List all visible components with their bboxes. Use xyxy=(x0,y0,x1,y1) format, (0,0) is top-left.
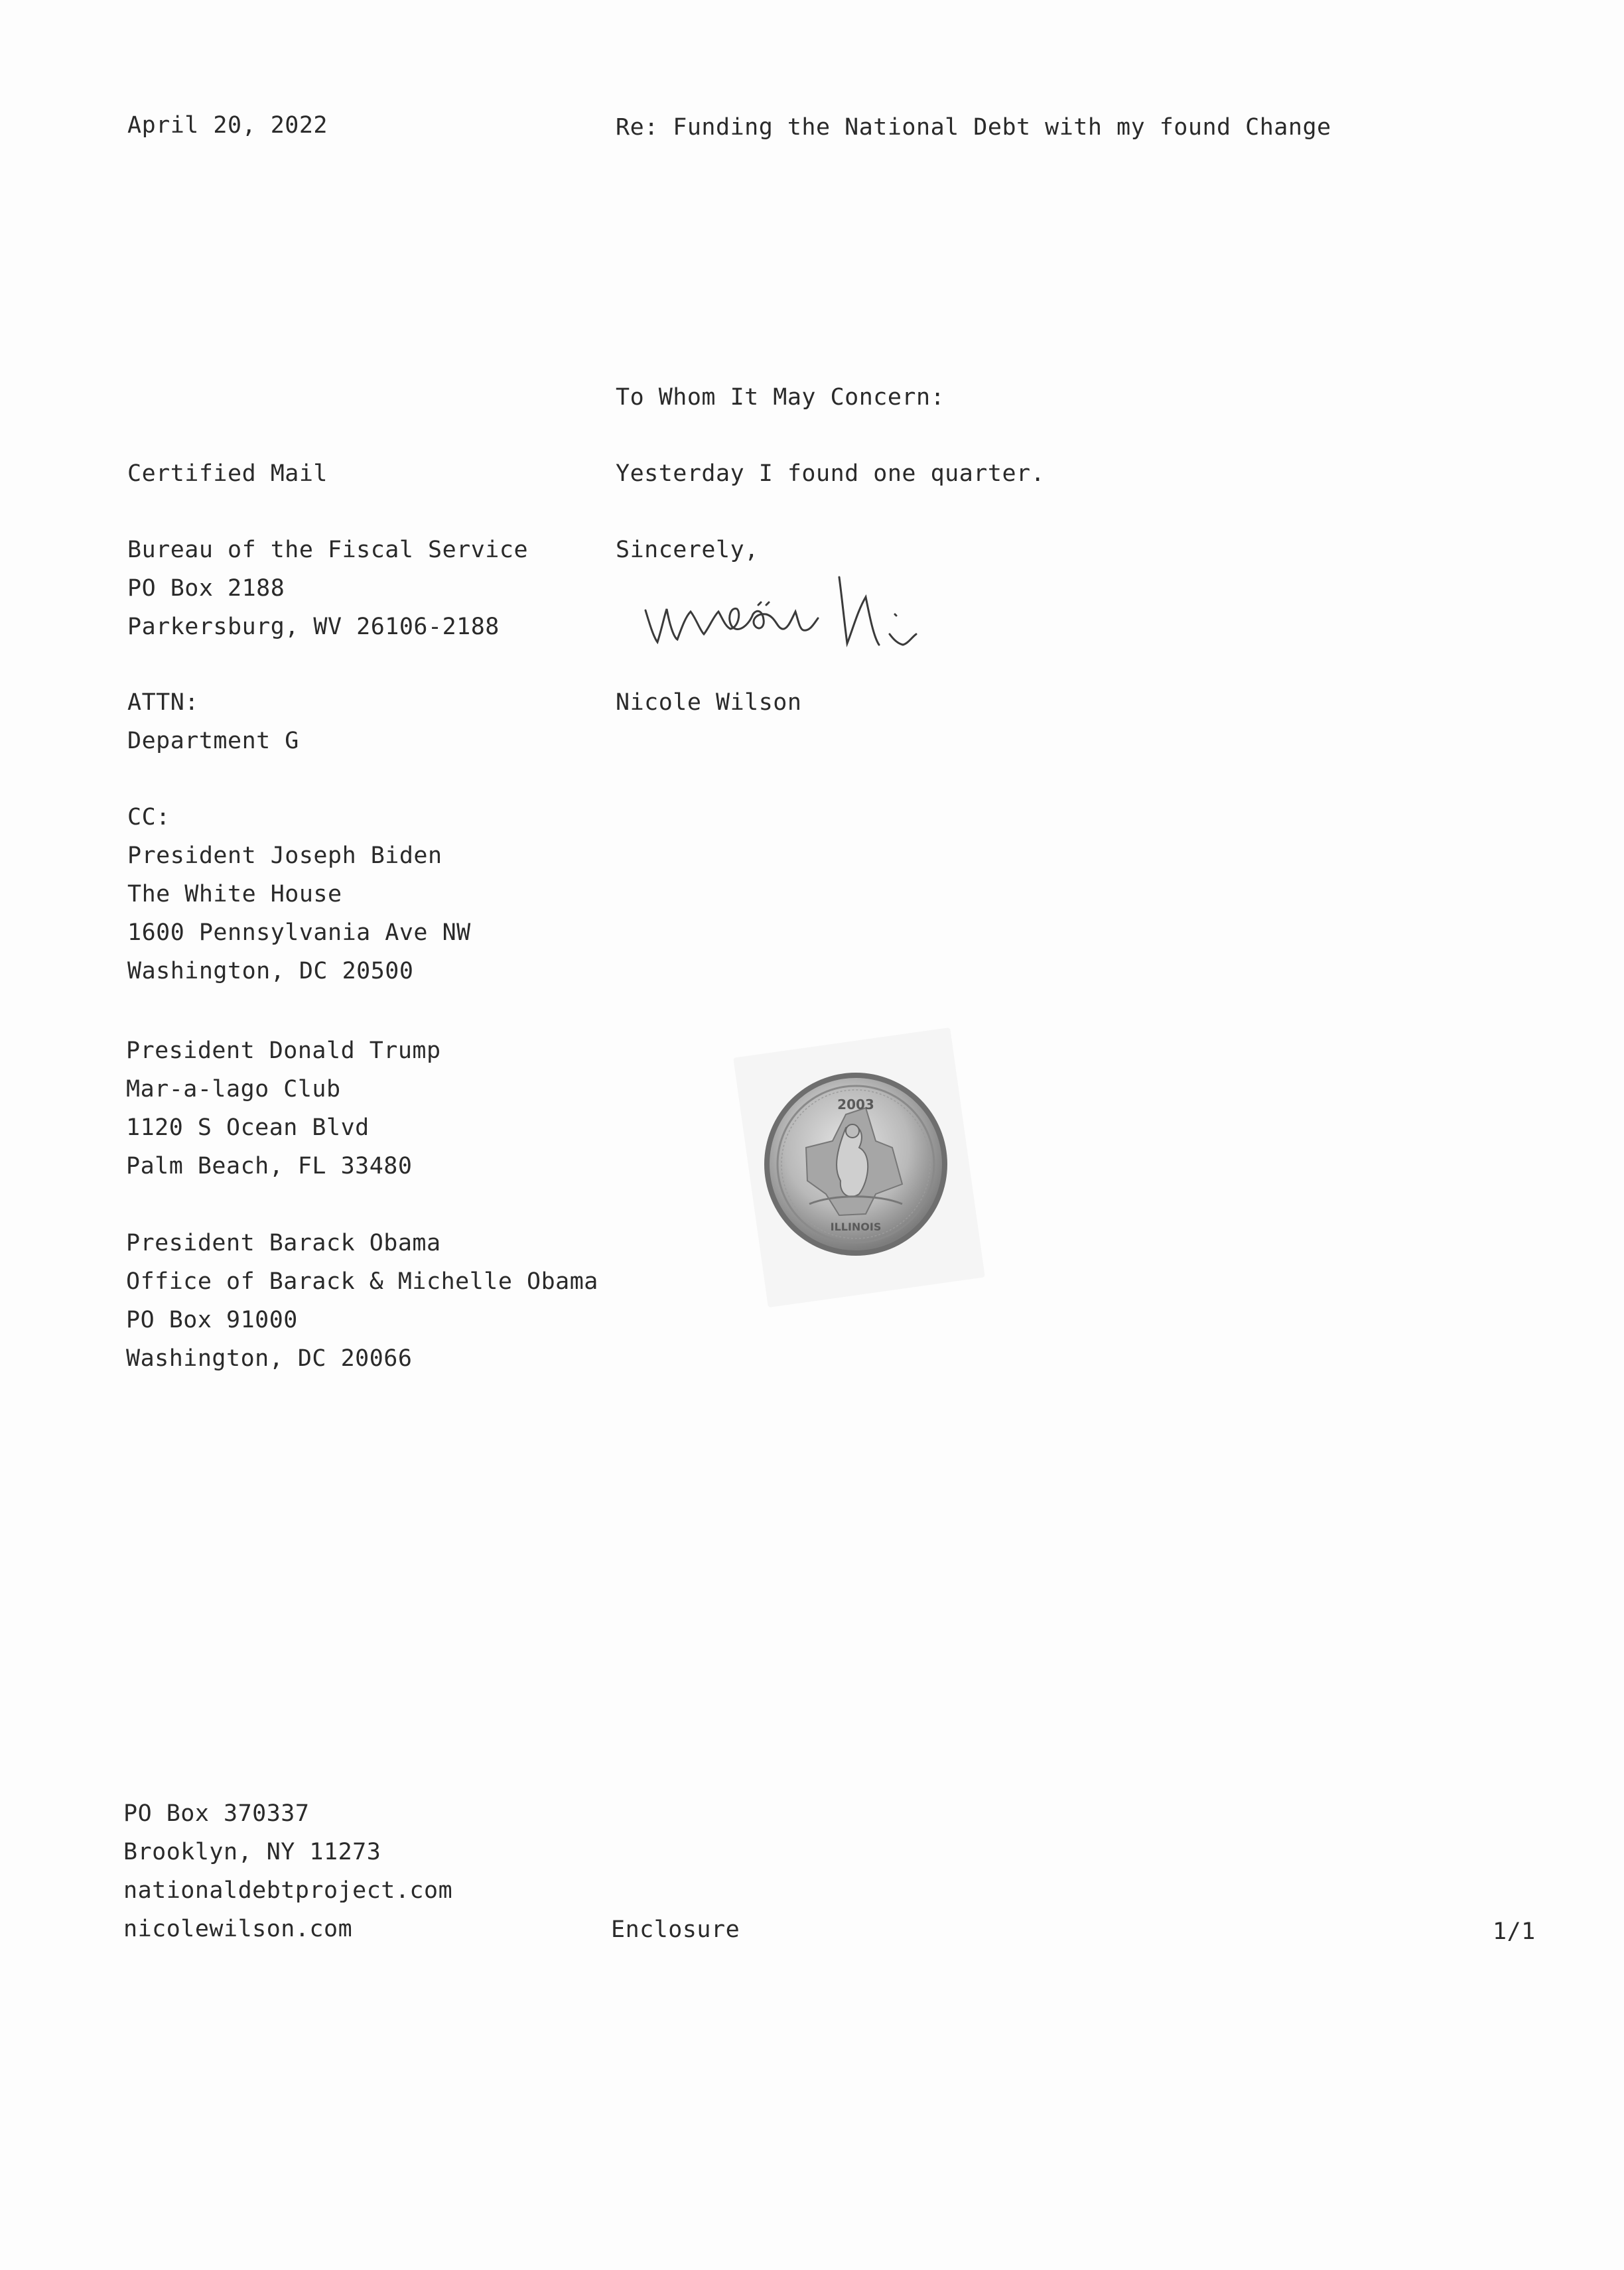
cc-line: President Joseph Biden xyxy=(127,842,442,869)
sender-address xyxy=(123,1794,452,1948)
signer-name: Nicole Wilson xyxy=(616,689,802,716)
sender-line: Brooklyn, NY 11273 xyxy=(123,1839,381,1865)
attn-label: ATTN: xyxy=(127,689,199,716)
cc-line: Washington, DC 20066 xyxy=(126,1345,413,1372)
cc-label: CC: xyxy=(127,804,170,831)
cc-block-obama xyxy=(126,1224,598,1378)
address-line: Parkersburg, WV 26106-2188 xyxy=(127,614,500,640)
letter-date: April 20, 2022 xyxy=(127,112,328,139)
cc-line: 1120 S Ocean Blvd xyxy=(126,1114,370,1141)
sender-line: PO Box 370337 xyxy=(123,1800,310,1827)
cc-line: Palm Beach, FL 33480 xyxy=(126,1153,413,1179)
letter-body: Yesterday I found one quarter. xyxy=(616,460,1046,487)
coin-state: ILLINOIS xyxy=(830,1221,882,1233)
attn-block xyxy=(127,683,299,760)
salutation: To Whom It May Concern: xyxy=(616,384,945,411)
coin-year: 2003 xyxy=(837,1097,874,1112)
page-number: 1/1 xyxy=(1493,1918,1536,1945)
quarter-coin-icon xyxy=(760,1068,952,1260)
sender-line: nationaldebtproject.com xyxy=(123,1877,453,1904)
cc-block-trump xyxy=(126,1032,441,1185)
cc-line: 1600 Pennsylvania Ave NW xyxy=(127,919,471,946)
cc-block xyxy=(127,798,471,990)
enclosure-label: Enclosure xyxy=(611,1916,740,1943)
cc-line: Office of Barack & Michelle Obama xyxy=(126,1268,598,1295)
cc-line: PO Box 91000 xyxy=(126,1307,298,1333)
address-line: PO Box 2188 xyxy=(127,575,285,602)
cc-line: The White House xyxy=(127,881,342,907)
cc-line: Mar-a-lago Club xyxy=(126,1076,341,1102)
cc-line: President Donald Trump xyxy=(126,1037,441,1064)
cc-line: President Barack Obama xyxy=(126,1230,441,1256)
closing: Sincerely, xyxy=(616,537,759,563)
mail-type: Certified Mail xyxy=(127,460,328,487)
attn-department: Department G xyxy=(127,728,299,754)
sender-line: nicolewilson.com xyxy=(123,1916,353,1942)
letter-subject: Re: Funding the National Debt with my found Change xyxy=(616,114,1331,141)
recipient-address xyxy=(127,531,528,646)
address-line: Bureau of the Fiscal Service xyxy=(127,537,529,563)
handwritten-signature xyxy=(640,570,979,657)
cc-line: Washington, DC 20500 xyxy=(127,958,414,984)
